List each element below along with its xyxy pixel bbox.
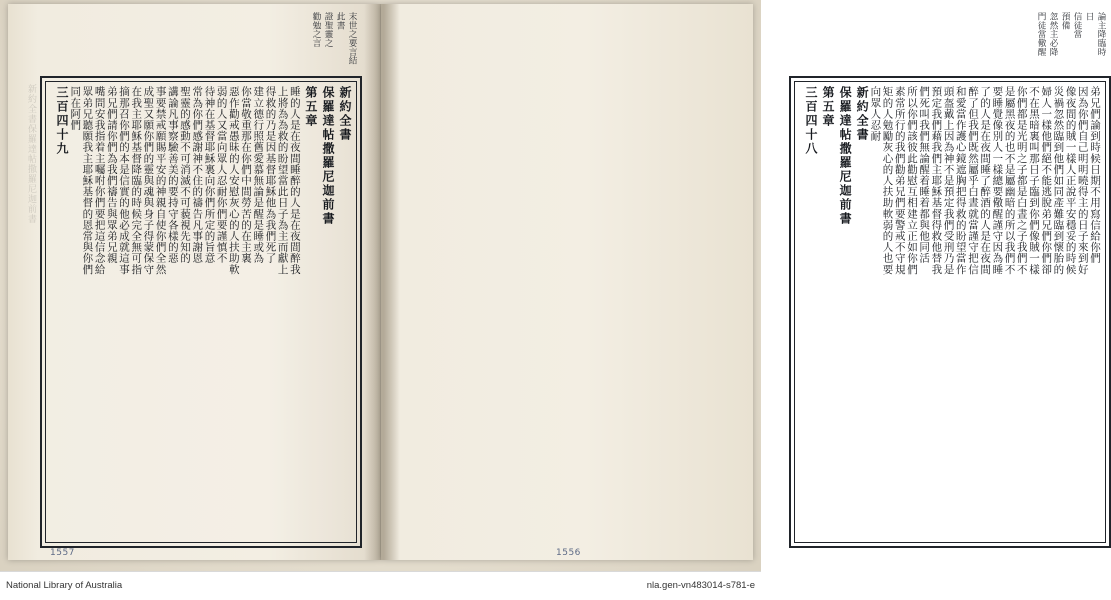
edge-number-left: 1557 bbox=[50, 548, 75, 558]
text-column: 常為你們感謝神不住的禱告凡事謝恩 bbox=[191, 86, 204, 264]
text-column: 得救的乃是因基督耶穌他為我們死了 bbox=[264, 86, 277, 264]
text-column: 預定我們藉我們主耶穌基督得救他替我 bbox=[930, 86, 943, 275]
margin-note: 末世之要言結 bbox=[347, 12, 357, 65]
text-column: 上將為為救的盼望當此日子為主而獻上 bbox=[276, 86, 289, 275]
margin-note: 日 bbox=[1084, 12, 1094, 21]
text-column: 嘴問安我指着主囑咐你們要把這信念給 bbox=[93, 86, 106, 275]
text-column: 建立德行照舊愛慕無論是醒是睡或為 bbox=[252, 86, 265, 264]
book-spread bbox=[8, 4, 1106, 560]
text-column: 眾弟兄聽願我主耶穌基督的恩常與你們 bbox=[81, 86, 94, 275]
left-page-title: 新約全書 bbox=[338, 86, 352, 142]
text-column: 和愛當作護心鏡遮胸把得救的盼望當作 bbox=[954, 86, 967, 275]
text-column: 講論凡事察驗善美的要持守各樣的惡 bbox=[166, 86, 179, 264]
margin-note: 門徒當儆醒 bbox=[1036, 12, 1046, 56]
text-column: 弟兄們請你們為我們禱告與眾弟兄親 bbox=[105, 86, 118, 264]
right-page-title: 新約全書 bbox=[855, 86, 870, 142]
text-column: 因為你們自己明明曉得主的日子來到好 bbox=[1076, 86, 1089, 275]
text-column: 醉了但我們既然屬乎白晝就當謹守把信 bbox=[966, 86, 979, 275]
text-column: 成聖又願你們的靈與魂與身子得蒙保守 bbox=[142, 86, 155, 275]
text-column: 你當敬重那在你們中間勞苦的在主裏 bbox=[240, 86, 253, 264]
book-page-right bbox=[381, 4, 1106, 560]
margin-note: 預備 bbox=[1060, 12, 1070, 30]
text-column: 所以你們該彼此勸慰互相建立正如你們 bbox=[905, 86, 918, 275]
edge-number-right: 1556 bbox=[556, 548, 581, 558]
text-column: 摘那召你們的本是信實的他必成就這事 bbox=[118, 86, 131, 275]
margin-note: 此書 bbox=[335, 12, 345, 30]
text-column: 向眾人忍耐 bbox=[869, 86, 882, 142]
scan-identifier: nla.gen-vn483014-s781-e bbox=[646, 580, 755, 591]
margin-note: 論主降臨時 bbox=[1096, 12, 1106, 56]
text-column: 同在阿們 bbox=[69, 86, 82, 131]
right-page-number: 三百四十八 bbox=[804, 86, 818, 156]
text-column: 你們都是光明之子都是白晝之子我們不 bbox=[1015, 86, 1028, 275]
margin-note: 勸勉之言 bbox=[311, 12, 321, 48]
library-attribution: National Library of Australia bbox=[6, 580, 123, 591]
text-column: 要睡覺像別人一樣總要儆醒謹守因為睡 bbox=[991, 86, 1004, 275]
margin-note: 證聖靈之 bbox=[323, 12, 333, 48]
left-page-text-frame bbox=[40, 76, 362, 548]
text-column: 矩的人勉勵灰心的人扶助軟弱的人也要 bbox=[881, 86, 894, 275]
page-showthrough: 新約全書保羅達帖撒羅尼迦前書 bbox=[26, 84, 36, 224]
margin-note: 忽然主必降 bbox=[1048, 12, 1058, 56]
book-page-left bbox=[8, 4, 380, 560]
text-column: 不在黑暗裏叫那日子臨到你們像賊一樣 bbox=[1027, 86, 1040, 275]
left-page-margin-notes bbox=[44, 12, 356, 70]
text-column: 在我主耶穌基督降臨的時候完全無可指 bbox=[130, 86, 143, 275]
text-column: 災禍忽然臨到他們如同產難臨到懷胎的 bbox=[1052, 86, 1065, 275]
text-column: 素常所行的我們勸弟兄們要警戒不守規 bbox=[893, 86, 906, 275]
left-page-chapter: 第五章 bbox=[303, 86, 318, 128]
text-column: 事要禁戒願賜平安的神親自使你們全然 bbox=[154, 86, 167, 275]
text-column: 聖靈的感動不可消滅不可藐視先知的 bbox=[179, 86, 192, 264]
text-column: 是屬黑夜的也不是屬幽暗的所以我們不 bbox=[1003, 86, 1016, 275]
margin-note: 信徒當 bbox=[1072, 12, 1082, 39]
left-page-running-head: 保羅達帖撒羅尼迦前書 bbox=[320, 86, 335, 226]
right-page-text-frame bbox=[789, 76, 1111, 548]
right-page-columns bbox=[800, 86, 1100, 538]
scan-footer bbox=[0, 571, 761, 600]
right-page-margin-notes bbox=[793, 12, 1105, 70]
text-column: 待神在基督耶穌裏向你們所定的旨意 bbox=[203, 86, 216, 264]
text-column: 們死叫我們無論醒着睡着都與他同活 bbox=[918, 86, 931, 264]
left-page-number: 三百四十九 bbox=[55, 86, 69, 156]
text-column: 頭盔戴上因為神不是預定我們受刑乃是 bbox=[942, 86, 955, 275]
left-page-columns bbox=[51, 86, 351, 538]
text-column: 像夜間的賊一樣人正說平安穩妥的時候 bbox=[1064, 86, 1077, 275]
text-column: 了的人是在夜間睡了醉酒的人是在夜間 bbox=[979, 86, 992, 275]
text-column: 弟兄們論到時候日期不用寫信給你們 bbox=[1089, 86, 1101, 264]
right-page-running-head: 保羅達帖撒羅尼迦前書 bbox=[838, 86, 853, 226]
text-column: 弱的人又當向眾人忍耐你們要謹慎不 bbox=[215, 86, 228, 264]
right-page-chapter: 第五章 bbox=[821, 86, 836, 128]
text-column: 惡作勸戒愚昧的人安慰灰心的人扶助軟 bbox=[227, 86, 240, 275]
text-column: 睡的人是在夜間睡醉的人是在夜間醉我 bbox=[288, 86, 301, 275]
text-column: 婦人一樣他們絕不能逃脫弟兄們你們卻 bbox=[1040, 86, 1053, 275]
